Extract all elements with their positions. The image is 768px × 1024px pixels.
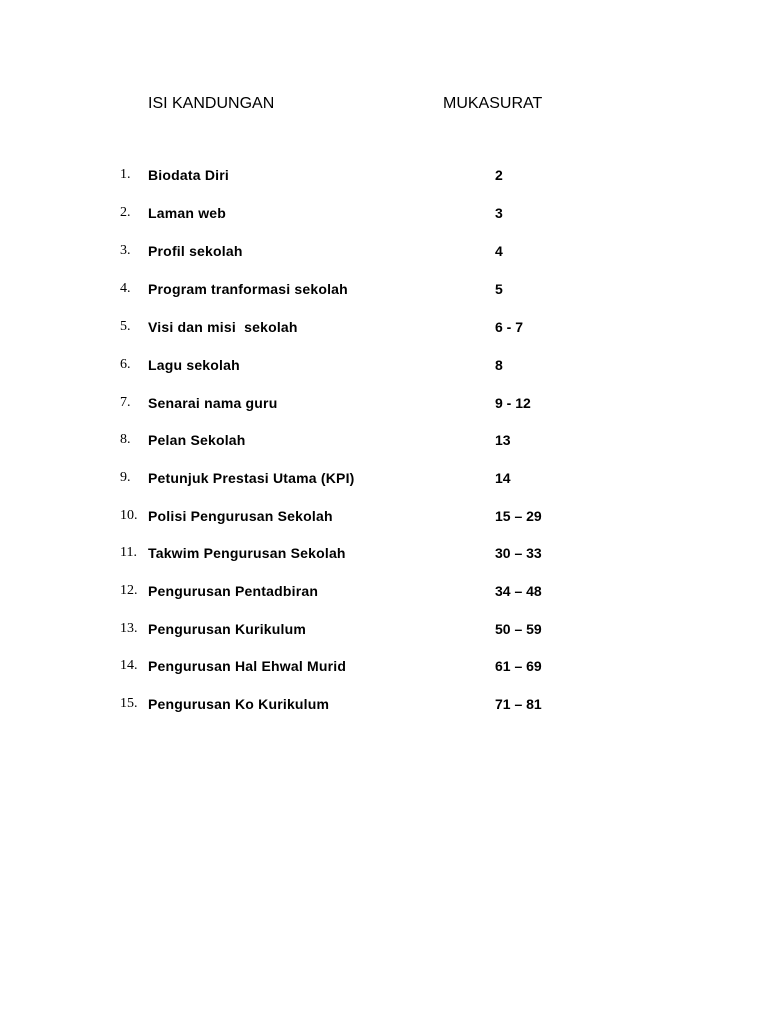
toc-row-title: Biodata Diri	[148, 167, 229, 183]
toc-row-number: 14.	[120, 658, 138, 673]
toc-row-title: Profil sekolah	[148, 243, 243, 259]
toc-row-page: 2	[495, 167, 503, 183]
toc-row	[0, 583, 768, 605]
toc-row-page: 61 – 69	[495, 658, 542, 674]
toc-row-page: 13	[495, 432, 511, 448]
toc-row-number: 9.	[120, 470, 131, 485]
toc-row-title: Lagu sekolah	[148, 357, 240, 373]
page-column-heading: MUKASURAT	[443, 95, 543, 112]
toc-row	[0, 357, 768, 379]
toc-row	[0, 243, 768, 265]
toc-row-title: Pengurusan Ko Kurikulum	[148, 696, 330, 712]
toc-row-title: Pelan Sekolah	[148, 432, 246, 448]
toc-row-number: 11.	[120, 545, 137, 560]
toc-row-number: 7.	[120, 395, 131, 410]
toc-row-page: 30 – 33	[495, 545, 542, 561]
toc-row-title: Pengurusan Kurikulum	[148, 621, 307, 637]
toc-row-page: 15 – 29	[495, 508, 542, 524]
toc-row	[0, 545, 768, 567]
toc-row-title: Visi dan misi sekolah	[148, 319, 298, 335]
toc-row-page: 5	[495, 281, 503, 297]
toc-row-title: Laman web	[148, 205, 227, 221]
toc-row-page: 6 - 7	[495, 319, 524, 335]
toc-row	[0, 432, 768, 454]
toc-row-title: Program tranformasi sekolah	[148, 281, 348, 297]
toc-row	[0, 281, 768, 303]
toc-row-number: 1.	[120, 167, 131, 182]
toc-row-page: 34 – 48	[495, 583, 542, 599]
toc-row-number: 15.	[120, 696, 138, 711]
toc-row-page: 4	[495, 243, 503, 259]
toc-row-number: 2.	[120, 205, 131, 220]
toc-row-number: 10.	[120, 508, 138, 523]
toc-row-title: Pengurusan Pentadbiran	[148, 583, 319, 599]
toc-row-title: Polisi Pengurusan Sekolah	[148, 508, 333, 524]
toc-row	[0, 696, 768, 718]
toc-row-page: 9 - 12	[495, 395, 531, 411]
toc-row	[0, 621, 768, 643]
toc-row-number: 4.	[120, 281, 131, 296]
toc-row	[0, 658, 768, 680]
toc-row	[0, 395, 768, 417]
toc-heading: ISI KANDUNGAN	[148, 95, 275, 112]
toc-row	[0, 167, 768, 189]
toc-row-title: Pengurusan Hal Ehwal Murid	[148, 658, 347, 674]
toc-row-number: 6.	[120, 357, 131, 372]
toc-row-page: 8	[495, 357, 503, 373]
toc-row-page: 14	[495, 470, 511, 486]
toc-row	[0, 508, 768, 530]
toc-row-title: Senarai nama guru	[148, 395, 278, 411]
toc-row-number: 13.	[120, 621, 138, 636]
toc-row	[0, 319, 768, 341]
toc-row-title: Petunjuk Prestasi Utama (KPI)	[148, 470, 355, 486]
toc-row	[0, 470, 768, 492]
toc-row-number: 5.	[120, 319, 131, 334]
toc-row	[0, 205, 768, 227]
toc-row-page: 71 – 81	[495, 696, 542, 712]
toc-row-page: 50 – 59	[495, 621, 542, 637]
toc-row-number: 8.	[120, 432, 131, 447]
toc-row-number: 12.	[120, 583, 138, 598]
toc-row-page: 3	[495, 205, 503, 221]
toc-row-number: 3.	[120, 243, 131, 258]
toc-row-title: Takwim Pengurusan Sekolah	[148, 545, 346, 561]
